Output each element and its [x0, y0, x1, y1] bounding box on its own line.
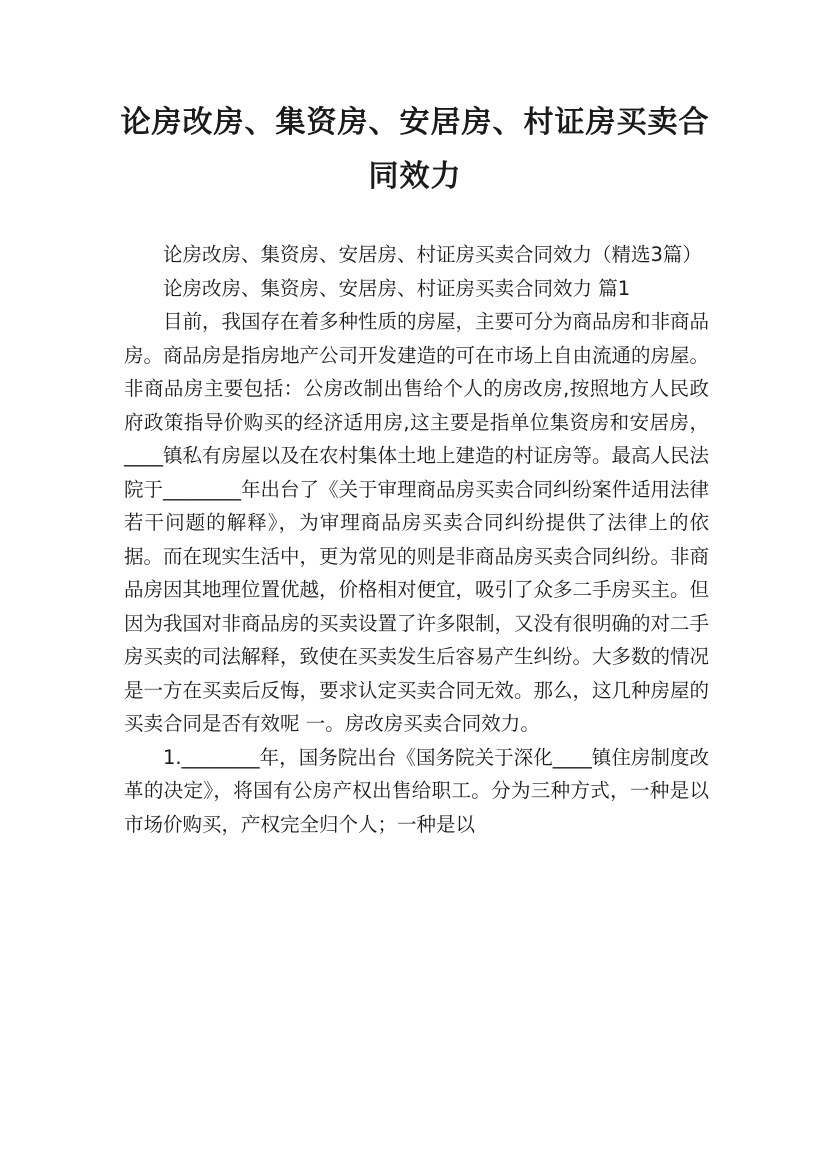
paragraph-section-heading: 论房改房、集资房、安居房、村证房买卖合同效力 篇1: [163, 276, 631, 300]
paragraph-subtitle: 论房改房、集资房、安居房、村证房买卖合同效力（精选3篇）: [163, 243, 702, 266]
paragraph-main: 目前，我国存在着多种性质的房屋，主要可分为商品房和非商品房。商品房是指房地产公司开发建造的可在市场上自由流通的房屋。非商品房主要包括：公房改制出售给个人的房改房,按照地方人民政府政策指导价购买的经济适用房,这主要是指单位集资房和安居房，____镇私有房屋以及在农村集体土地上建造的村证房等。最高人民法院于________年出台了《关于审理商品房买卖合同纠纷案件适用法律若干问题的解释》，为审理商品房买卖合同纠纷提供了法律上的依据。而在现实生活中，更为常见的则是非商品房买卖合同纠纷。非商品房因其地理位置优越，价格相对便宜，吸引了众多二手房买主。但因为我国对非商品房的买卖设置了许多限制，又没有很明确的对二手房买卖的司法解释，致使在买卖发生后容易产生纠纷。大多数的情况是一方在买卖后反悔，要求认定买卖合同无效。那么，这几种房屋的买卖合同是否有效呢 一。房改房买卖合同效力。: [124, 310, 710, 735]
document-title: 论房改房、集资房、安居房、村证房买卖合同效力: [120, 105, 710, 194]
document-body: [124, 238, 709, 841]
paragraph-item-1: 1.________年，国务院出台《国务院关于深化____镇住房制度改革的决定》，将国有公房产权出售给职工。分为三种方式，一种是以市场价购买，产权完全归个人；一种是以: [124, 745, 709, 836]
